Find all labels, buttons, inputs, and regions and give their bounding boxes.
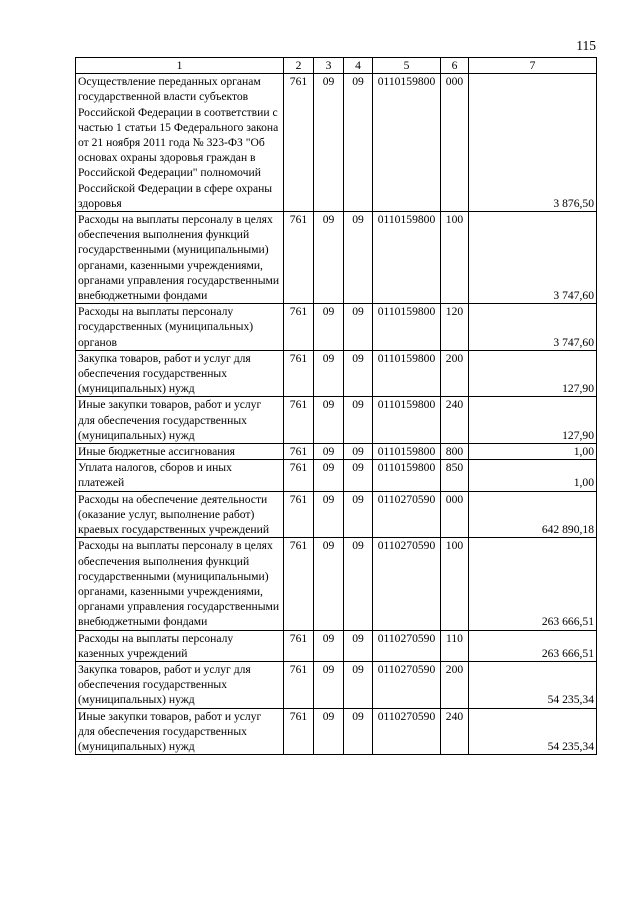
amount-value: 3 747,60: [469, 304, 597, 351]
table-body: [76, 74, 597, 755]
amount-value: 127,90: [469, 350, 597, 397]
section-code: 09: [314, 460, 344, 491]
target-article-code: 0110159800: [373, 460, 441, 491]
expense-type-code: 200: [441, 350, 469, 397]
amount-value: 54 235,34: [469, 661, 597, 708]
amount-value: 54 235,34: [469, 708, 597, 755]
row-name: Расходы на выплаты персоналу государственных (муниципальных) органов: [76, 304, 284, 351]
subsection-code: 09: [344, 397, 373, 444]
expense-type-code: 850: [441, 460, 469, 491]
ministry-code: 761: [284, 397, 314, 444]
target-article-code: 0110159800: [373, 304, 441, 351]
section-code: 09: [314, 630, 344, 661]
table-row: [76, 538, 597, 630]
row-name: Иные закупки товаров, работ и услуг для обеспечения государственных (муниципальных) нужд: [76, 708, 284, 755]
amount-value: 263 666,51: [469, 538, 597, 630]
subsection-code: 09: [344, 74, 373, 212]
section-code: 09: [314, 538, 344, 630]
section-code: 09: [314, 397, 344, 444]
table-row: [76, 212, 597, 304]
amount-value: 1,00: [469, 444, 597, 460]
target-article-code: 0110270590: [373, 630, 441, 661]
ministry-code: 761: [284, 538, 314, 630]
expense-type-code: 000: [441, 491, 469, 538]
table-row: [76, 460, 597, 491]
table-row: [76, 630, 597, 661]
subsection-code: 09: [344, 538, 373, 630]
target-article-code: 0110270590: [373, 491, 441, 538]
subsection-code: 09: [344, 304, 373, 351]
table-row: [76, 74, 597, 212]
row-name: Расходы на обеспечение деятельности (оказание услуг, выполнение работ) краевых государственных учреждений: [76, 491, 284, 538]
subsection-code: 09: [344, 491, 373, 538]
section-code: 09: [314, 708, 344, 755]
expense-type-code: 100: [441, 538, 469, 630]
ministry-code: 761: [284, 708, 314, 755]
row-name: Расходы на выплаты персоналу в целях обеспечения выполнения функций государственными (муниципальными) органами, казенными учреждениями, органами управления государственными внебюджетными фондами: [76, 538, 284, 630]
ministry-code: 761: [284, 661, 314, 708]
table-row: [76, 661, 597, 708]
expense-type-code: 110: [441, 630, 469, 661]
target-article-code: 0110159800: [373, 444, 441, 460]
target-article-code: 0110270590: [373, 538, 441, 630]
target-article-code: 0110270590: [373, 661, 441, 708]
ministry-code: 761: [284, 350, 314, 397]
ministry-code: 761: [284, 491, 314, 538]
ministry-code: 761: [284, 630, 314, 661]
row-name: Осуществление переданных органам государственной власти субъектов Российской Федерации в соответствии с частью 1 статьи 15 Федерального закона от 21 ноября 2011 года № 323-ФЗ "Об основах охраны здоровья граждан в Российской Федерации" полномочий Российской Федерации в сфере охраны здоровья: [76, 74, 284, 212]
column-header: 5: [373, 58, 441, 74]
expense-type-code: 240: [441, 708, 469, 755]
ministry-code: 761: [284, 74, 314, 212]
subsection-code: 09: [344, 350, 373, 397]
header-row: [76, 58, 597, 74]
section-code: 09: [314, 661, 344, 708]
expense-type-code: 000: [441, 74, 469, 212]
row-name: Уплата налогов, сборов и иных платежей: [76, 460, 284, 491]
subsection-code: 09: [344, 630, 373, 661]
amount-value: 1,00: [469, 460, 597, 491]
row-name: Иные закупки товаров, работ и услуг для обеспечения государственных (муниципальных) нужд: [76, 397, 284, 444]
target-article-code: 0110159800: [373, 74, 441, 212]
row-name: Расходы на выплаты персоналу в целях обеспечения выполнения функций государственными (муниципальными) органами, казенными учреждениями, органами управления государственными внебюджетными фондами: [76, 212, 284, 304]
subsection-code: 09: [344, 212, 373, 304]
column-header: 4: [344, 58, 373, 74]
row-name: Иные бюджетные ассигнования: [76, 444, 284, 460]
column-header: 2: [284, 58, 314, 74]
section-code: 09: [314, 491, 344, 538]
table-row: [76, 350, 597, 397]
ministry-code: 761: [284, 444, 314, 460]
table-row: [76, 491, 597, 538]
expense-type-code: 800: [441, 444, 469, 460]
target-article-code: 0110159800: [373, 212, 441, 304]
section-code: 09: [314, 74, 344, 212]
column-header: 3: [314, 58, 344, 74]
amount-value: 642 890,18: [469, 491, 597, 538]
expense-type-code: 120: [441, 304, 469, 351]
subsection-code: 09: [344, 708, 373, 755]
expense-type-code: 100: [441, 212, 469, 304]
section-code: 09: [314, 304, 344, 351]
expense-type-code: 200: [441, 661, 469, 708]
ministry-code: 761: [284, 460, 314, 491]
column-header: 7: [469, 58, 597, 74]
column-header: 6: [441, 58, 469, 74]
section-code: 09: [314, 350, 344, 397]
target-article-code: 0110159800: [373, 350, 441, 397]
amount-value: 3 876,50: [469, 74, 597, 212]
row-name: Закупка товаров, работ и услуг для обеспечения государственных (муниципальных) нужд: [76, 350, 284, 397]
ministry-code: 761: [284, 304, 314, 351]
table-row: [76, 304, 597, 351]
ministry-code: 761: [284, 212, 314, 304]
row-name: Закупка товаров, работ и услуг для обеспечения государственных (муниципальных) нужд: [76, 661, 284, 708]
amount-value: 3 747,60: [469, 212, 597, 304]
column-header: 1: [76, 58, 284, 74]
section-code: 09: [314, 444, 344, 460]
table-row: [76, 397, 597, 444]
target-article-code: 0110270590: [373, 708, 441, 755]
amount-value: 127,90: [469, 397, 597, 444]
row-name: Расходы на выплаты персоналу казенных учреждений: [76, 630, 284, 661]
amount-value: 263 666,51: [469, 630, 597, 661]
target-article-code: 0110159800: [373, 397, 441, 444]
budget-table: [75, 57, 597, 755]
subsection-code: 09: [344, 444, 373, 460]
table-row: [76, 444, 597, 460]
subsection-code: 09: [344, 460, 373, 491]
section-code: 09: [314, 212, 344, 304]
table-row: [76, 708, 597, 755]
expense-type-code: 240: [441, 397, 469, 444]
page-number: 115: [576, 38, 596, 53]
subsection-code: 09: [344, 661, 373, 708]
